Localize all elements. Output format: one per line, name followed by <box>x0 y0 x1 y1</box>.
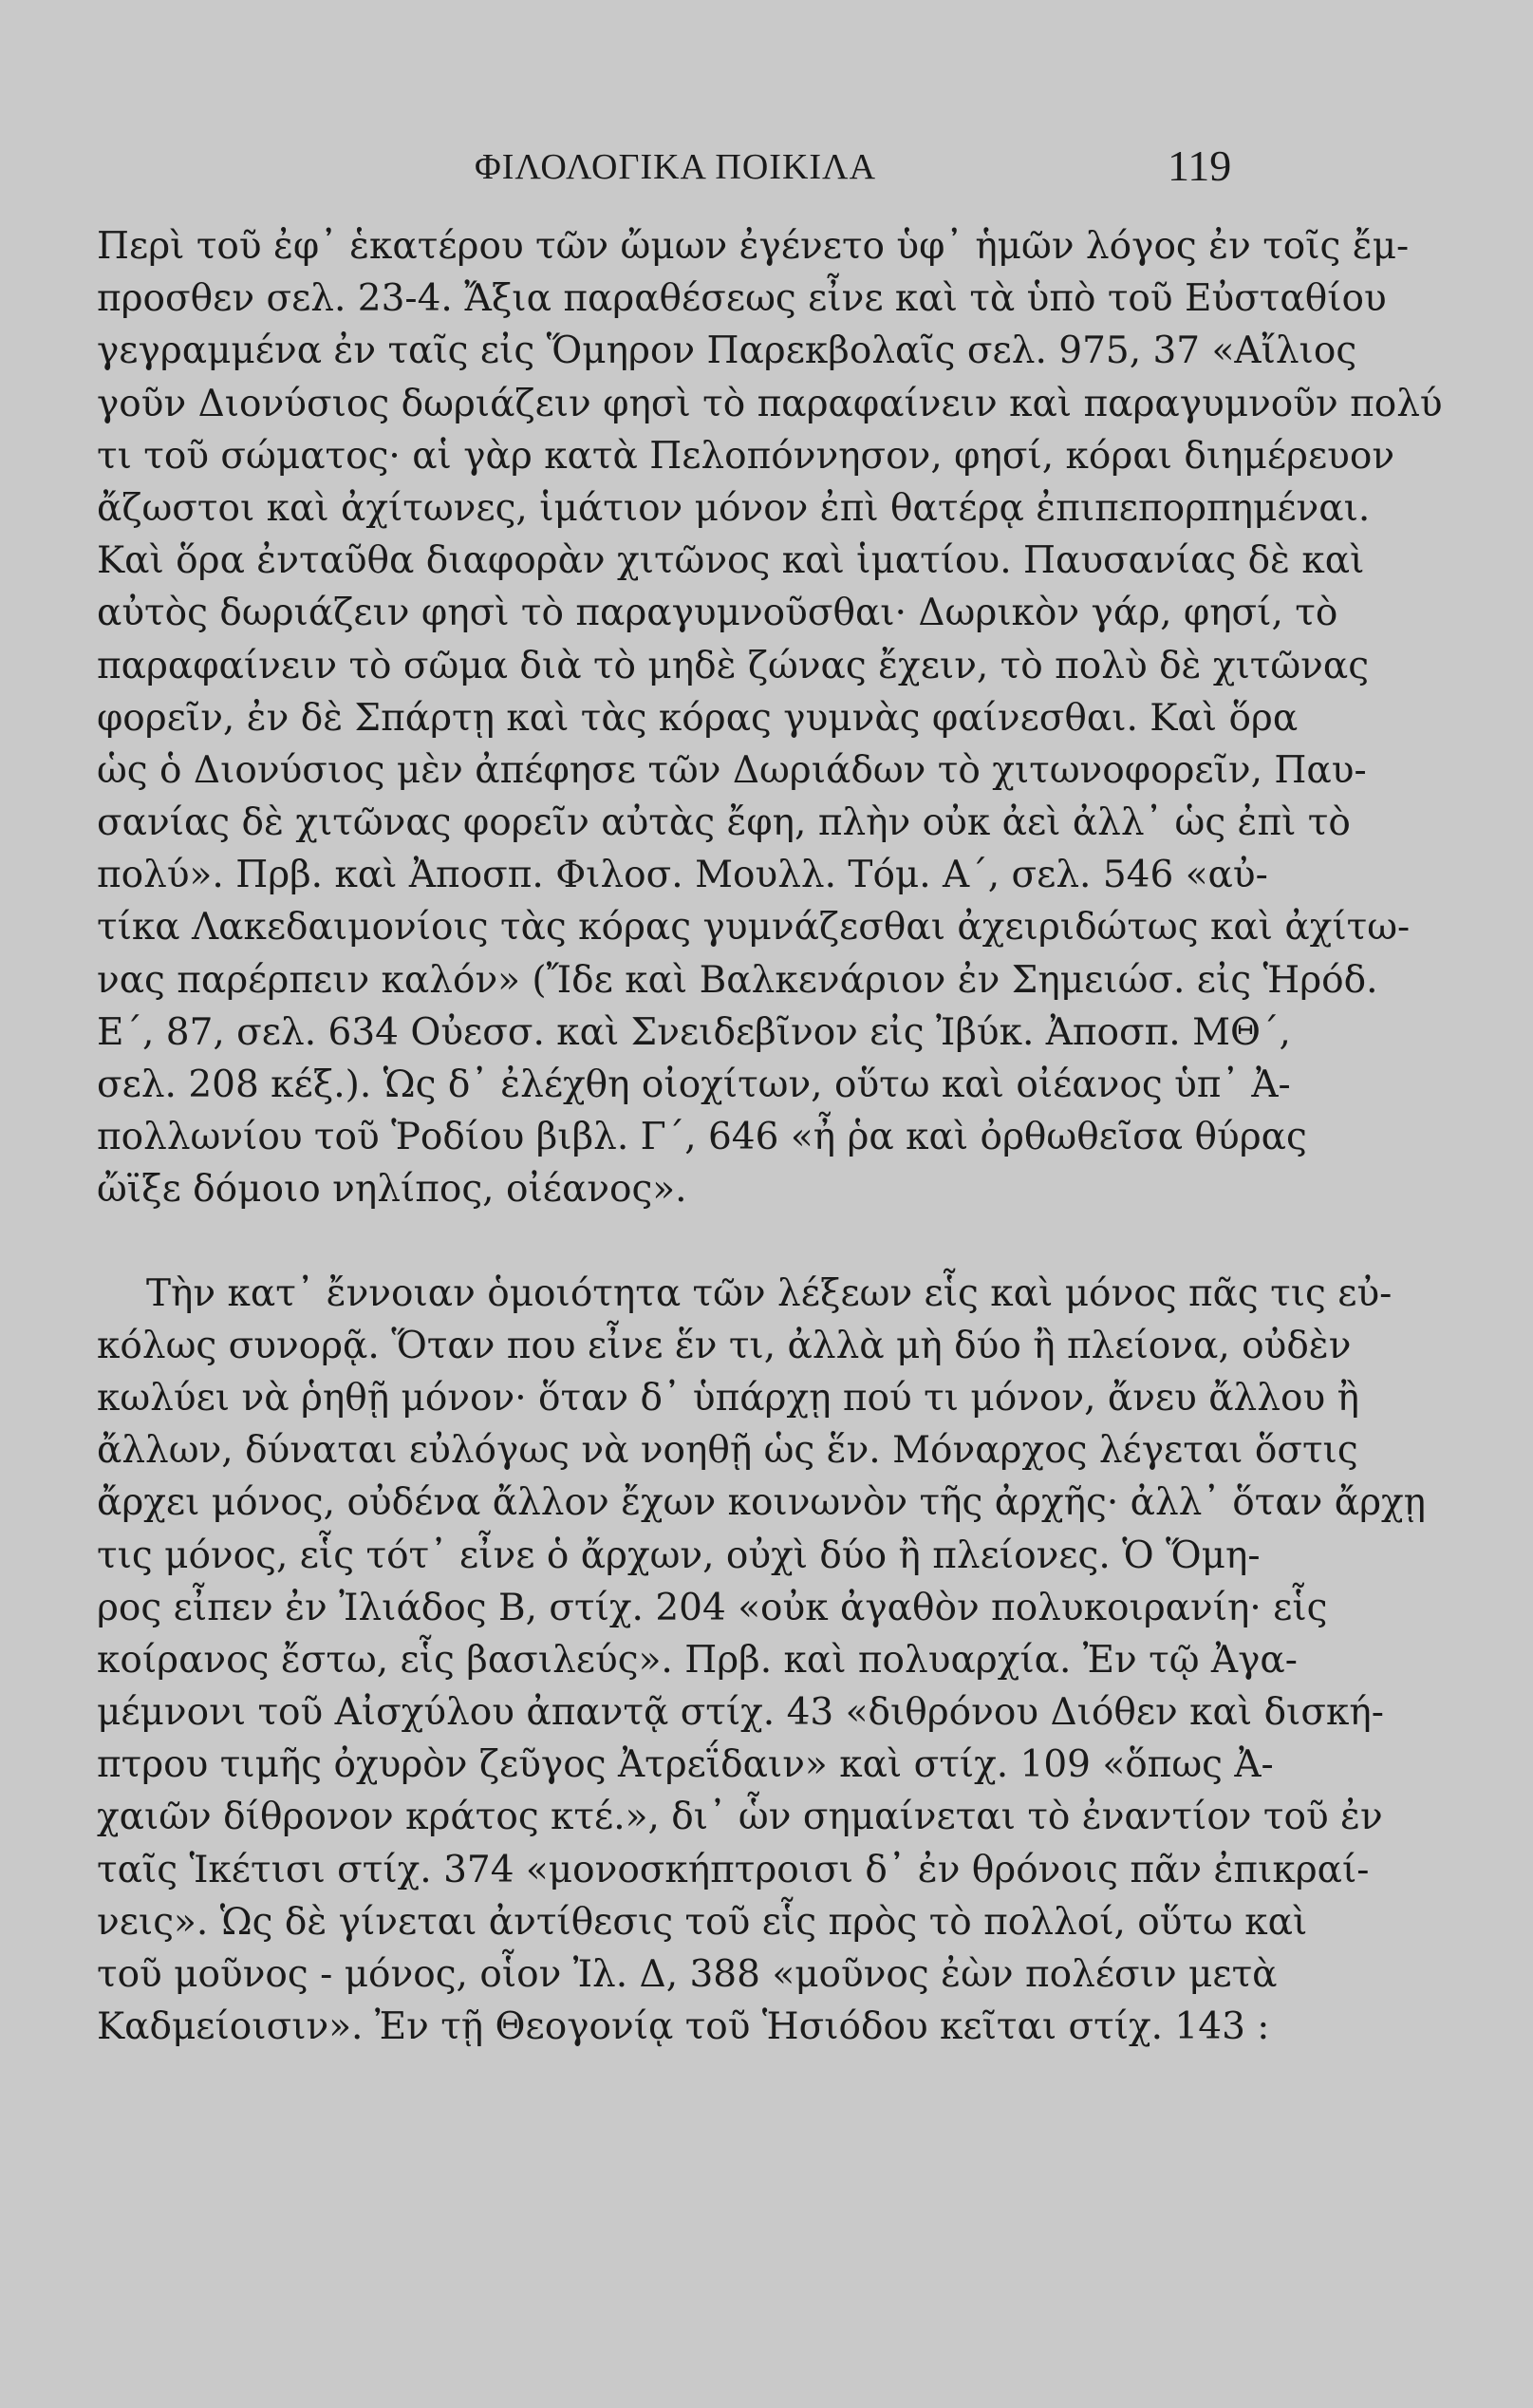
text-line: νας παρέρπειν καλόν» (Ἴδε καὶ Βαλκενάριον ἐν Σημειώσ. εἰς Ἡρόδ. <box>97 958 1378 1002</box>
text-line: παραφαίνειν τὸ σῶμα διὰ τὸ μηδὲ ζώνας ἔχειν, τὸ πολὺ δὲ χιτῶνας <box>97 644 1370 687</box>
text-line: ὡς ὁ Διονύσιος μὲν ἀπέφησε τῶν Δωριάδων τὸ χιτωνοφορεῖν, Παυ- <box>97 748 1367 792</box>
text-line: κόλως συνορᾷ. Ὅταν που εἶνε ἕν τι, ἀλλὰ μὴ δύο ἢ πλείονα, οὐδὲν <box>97 1324 1352 1367</box>
text-line: σελ. 208 κέξ.). Ὡς δ᾽ ἐλέχθη οἰοχίτων, οὕτω καὶ οἰέανος ὑπ᾽ Ἀ- <box>97 1063 1291 1106</box>
text-line: σανίας δὲ χιτῶνας φορεῖν αὐτὰς ἔφη, πλὴν οὐκ ἀεὶ ἀλλ᾽ ὡς ἐπὶ τὸ <box>97 801 1351 845</box>
text-line: φορεῖν, ἐν δὲ Σπάρτῃ καὶ τὰς κόρας γυμνὰς φαίνεσθαι. Καὶ ὅρα <box>97 696 1299 740</box>
text-line: κοίρανος ἔστω, εἷς βασιλεύς». Πρβ. καὶ πολυαρχία. Ἐν τῷ Ἀγα- <box>97 1638 1298 1682</box>
text-line: χαιῶν δίθρονον κράτος κτέ.», δι᾽ ὧν σημαίνεται τὸ ἐναντίον τοῦ ἐν <box>97 1796 1383 1839</box>
text-line: τι τοῦ σώματος· αἱ γὰρ κατὰ Πελοπόννησον, φησί, κόραι διημέρευον <box>97 434 1395 478</box>
text-line: τίκα Λακεδαιμονίοις τὰς κόρας γυμνάζεσθαι ἀχειριδώτως καὶ ἀχίτω- <box>97 906 1411 950</box>
text-line: ἄζωστοι καὶ ἀχίτωνες, ἱμάτιον μόνον ἐπὶ θατέρᾳ ἐπιπεπορπημέναι. <box>97 486 1371 530</box>
paragraph <box>97 1268 1427 2054</box>
text-line: προσθεν σελ. 23-4. Ἄξια παραθέσεως εἶνε καὶ τὰ ὑπὸ τοῦ Εὐσταθίου <box>97 277 1387 321</box>
text-line: πτρου τιμῆς ὀχυρὸν ζεῦγος Ἀτρεΐδαιν» καὶ στίχ. 109 «ὅπως Ἀ- <box>97 1743 1274 1787</box>
text-line: Τὴν κατ᾽ ἔννοιαν ὁμοιότητα τῶν λέξεων εἷς καὶ μόνος πᾶς τις εὐ- <box>146 1271 1393 1315</box>
running-head: ΦΙΛΟΛΟΓΙΚΑ ΠΟΙΚΙΛΑ <box>475 147 877 187</box>
text-line: Ε΄, 87, σελ. 634 Οὐεσσ. καὶ Σνειδεβῖνον εἰς Ἰβύκ. Ἀποσπ. ΜΘ΄, <box>97 1010 1291 1054</box>
text-line: γοῦν Διονύσιος δωριάζειν φησὶ τὸ παραφαίνειν καὶ παραγυμνοῦν πολύ <box>97 382 1443 425</box>
text-line: γεγραμμένα ἐν ταῖς εἰς Ὅμηρον Παρεκβολαῖς σελ. 975, 37 «Αἴλιος <box>97 329 1357 373</box>
text-line: αὐτὸς δωριάζειν φησὶ τὸ παραγυμνοῦσθαι· Δωρικὸν γάρ, φησί, τὸ <box>97 592 1338 635</box>
text-line: ὤϊξε δόμοιο νηλίπος, οἰέανος». <box>97 1168 687 1212</box>
text-line: ἄλλων, δύναται εὐλόγως νὰ νοηθῇ ὡς ἕν. Μόναρχος λέγεται ὅστις <box>97 1429 1358 1473</box>
text-line: νεις». Ὡς δὲ γίνεται ἀντίθεσις τοῦ εἷς πρὸς τὸ πολλοί, οὕτω καὶ <box>97 1900 1308 1944</box>
page-number: 119 <box>1168 141 1232 190</box>
body-text <box>97 220 1443 2053</box>
text-line: πολλωνίου τοῦ Ῥοδίου βιβλ. Γ΄, 646 «ἦ ῥα καὶ ὀρθωθεῖσα θύρας <box>97 1116 1307 1159</box>
text-line: πολύ». Πρβ. καὶ Ἀποσπ. Φιλοσ. Μουλλ. Τόμ. Α΄, σελ. 546 «αὐ- <box>97 854 1268 897</box>
text-line: τοῦ μοῦνος - μόνος, οἷον Ἰλ. Δ, 388 «μοῦνος ἐὼν πολέσιν μετὰ <box>97 1953 1278 1996</box>
text-line: μέμνονι τοῦ Αἰσχύλου ἀπαντᾷ στίχ. 43 «διθρόνου Διόθεν καὶ δισκή- <box>97 1691 1384 1735</box>
text-line: τις μόνος, εἷς τότ᾽ εἶνε ὁ ἄρχων, οὐχὶ δύο ἢ πλείονες. Ὁ Ὅμη- <box>97 1533 1261 1577</box>
text-line: κωλύει νὰ ῥηθῇ μόνον· ὅταν δ᾽ ὑπάρχῃ πού τι μόνον, ἄνευ ἄλλου ἢ <box>97 1376 1359 1420</box>
page-header <box>0 141 1533 198</box>
text-line: Καὶ ὅρα ἐνταῦθα διαφορὰν χιτῶνος καὶ ἱματίου. Παυσανίας δὲ καὶ <box>97 539 1365 583</box>
paragraph <box>97 220 1443 1216</box>
text-line: ἄρχει μόνος, οὐδένα ἄλλον ἔχων κοινωνὸν τῆς ἀρχῆς· ἀλλ᾽ ὅταν ἄρχῃ <box>97 1481 1427 1525</box>
text-line: ταῖς Ἱκέτισι στίχ. 374 «μονοσκήπτροισι δ᾽ ἐν θρόνοις πᾶν ἐπικραί- <box>97 1848 1370 1891</box>
text-line: Καδμείοισιν». Ἐν τῇ Θεογονίᾳ τοῦ Ἡσιόδου κεῖται στίχ. 143 : <box>97 2005 1270 2049</box>
text-line: ρος εἶπεν ἐν Ἰλιάδος Β, στίχ. 204 «οὐκ ἀγαθὸν πολυκοιρανίη· εἷς <box>97 1586 1328 1629</box>
text-line: Περὶ τοῦ ἐφ᾽ ἑκατέρου τῶν ὤμων ἐγένετο ὑφ᾽ ἡμῶν λόγος ἐν τοῖς ἔμ- <box>97 225 1410 268</box>
